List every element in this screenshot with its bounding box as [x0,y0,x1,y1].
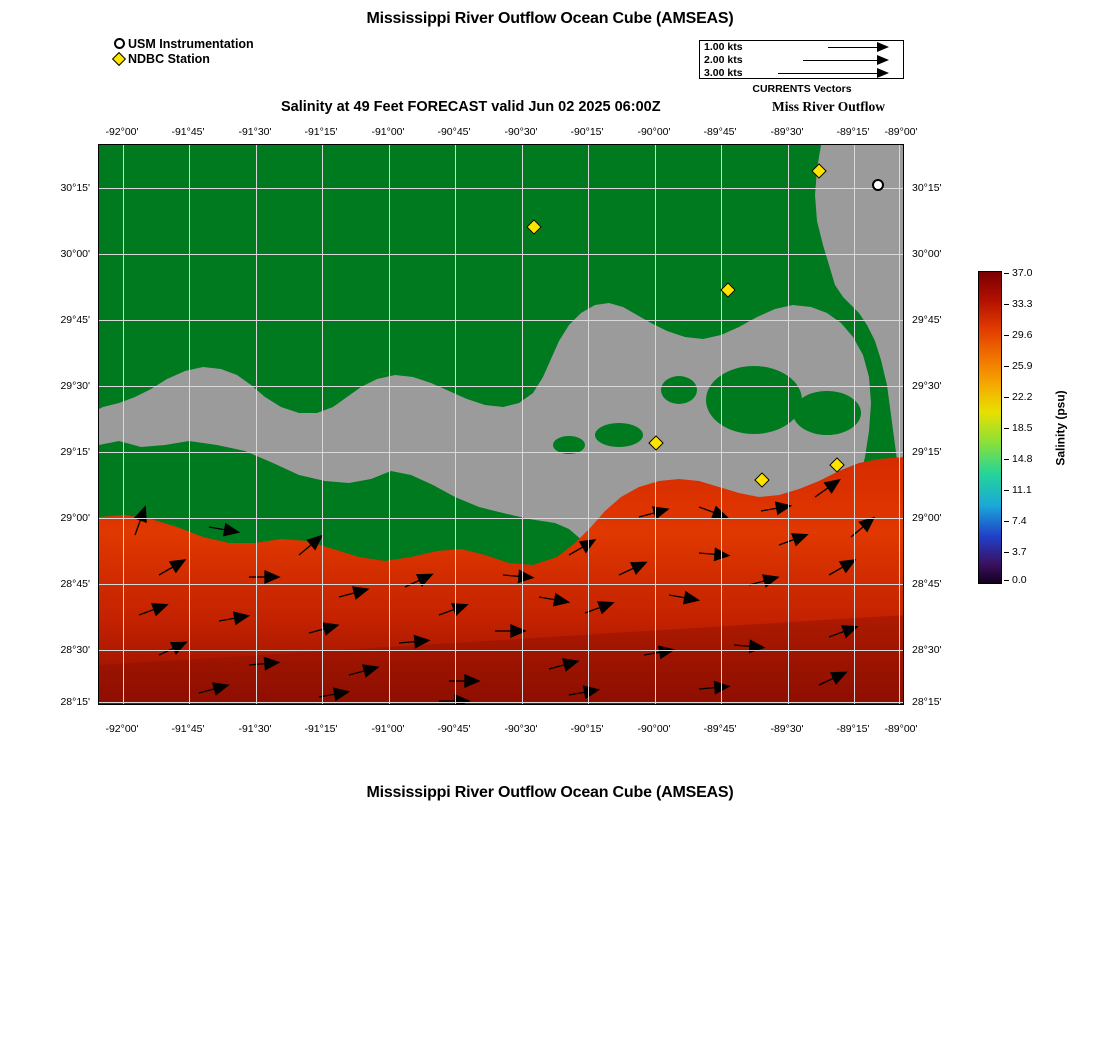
x-tick-top: -89°00' [884,126,918,138]
colorbar-title-text: Salinity (psu) [1054,389,1068,466]
gridline-v [788,145,789,704]
y-tick-left: 29°30' [60,380,90,392]
y-tick-right: 28°15' [912,696,942,708]
x-tick-bottom: -89°00' [884,723,918,735]
gridline-v [854,145,855,704]
colorbar-tick: 14.8 [1012,453,1033,465]
y-tick-left: 29°45' [60,314,90,326]
gridline-h [99,702,903,703]
vector-arrow-3-icon [877,68,889,78]
gridline-v [256,145,257,704]
x-tick-bottom: -91°45' [171,723,205,735]
y-tick-left: 28°30' [60,644,90,656]
vector-key-label-3: 3.00 kts [704,67,743,79]
map-graphics [99,145,904,705]
gridline-h [99,452,903,453]
vector-key-row-1 [700,41,903,54]
y-tick-right: 30°15' [912,182,942,194]
x-tick-top: -91°30' [238,126,272,138]
gridline-v [655,145,656,704]
map-canvas[interactable] [98,144,904,705]
y-tick-right: 29°00' [912,512,942,524]
x-tick-top: -89°30' [770,126,804,138]
x-tick-top: -91°15' [304,126,338,138]
colorbar-tick: 11.1 [1012,484,1032,496]
x-tick-bottom: -89°45' [703,723,737,735]
legend-label-ndbc: NDBC Station [128,51,210,66]
x-tick-bottom: -90°15' [570,723,604,735]
panel-label: Miss River Outflow [772,99,885,114]
x-tick-bottom: -90°45' [437,723,471,735]
gridline-h [99,320,903,321]
colorbar-title [1053,271,1069,584]
colorbar-tick: 33.3 [1012,298,1033,310]
station-marker-usm[interactable] [872,179,884,191]
map-subtitle: Salinity at 49 Feet FORECAST valid Jun 02 2025 06:00Z [281,99,661,115]
vector-bar-1 [828,47,878,48]
colorbar-tick: 25.9 [1012,360,1033,372]
colorbar-tick: 7.4 [1012,515,1027,527]
gridline-h [99,650,903,651]
x-tick-top: -92°00' [105,126,139,138]
gridline-h [99,188,903,189]
vector-scale-key [699,40,904,79]
colorbar-tick: 18.5 [1012,422,1033,434]
x-tick-bottom: -92°00' [105,723,139,735]
x-tick-bottom: -89°30' [770,723,804,735]
x-tick-bottom: -91°30' [238,723,272,735]
y-tick-right: 29°45' [912,314,942,326]
vector-key-row-2 [700,54,903,67]
y-tick-left: 29°00' [60,512,90,524]
colorbar-ticks [1006,267,1052,586]
y-tick-left: 28°45' [60,578,90,590]
legend-label-usm: USM Instrumentation [128,36,254,51]
page-title: Mississippi River Outflow Ocean Cube (AMSEAS) [366,10,734,27]
y-tick-right: 29°30' [912,380,942,392]
x-tick-top: -90°45' [437,126,471,138]
colorbar-tick: 0.0 [1012,574,1027,586]
vector-key-label-1: 1.00 kts [704,41,743,53]
x-tick-top: -91°00' [371,126,405,138]
y-tick-left: 28°15' [60,696,90,708]
vector-arrow-1-icon [877,42,889,52]
station-legend [110,36,254,66]
colorbar-tick: 3.7 [1012,546,1027,558]
gridline-v [721,145,722,704]
vector-key-row-3 [700,67,903,80]
gridline-v [189,145,190,704]
vector-bar-3 [778,73,878,74]
vector-arrow-2-icon [877,55,889,65]
colorbar-tick: 22.2 [1012,391,1033,403]
page-title-bottom: Mississippi River Outflow Ocean Cube (AMSEAS) [366,784,734,801]
x-tick-top: -90°15' [570,126,604,138]
legend-item-usm [110,36,254,51]
gridline-h [99,386,903,387]
y-tick-right: 28°30' [912,644,942,656]
y-tick-right: 30°00' [912,248,942,260]
colorbar-tick: 29.6 [1012,329,1033,341]
y-tick-right: 29°15' [912,446,942,458]
x-tick-bottom: -90°00' [637,723,671,735]
x-tick-top: -90°30' [504,126,538,138]
x-tick-top: -89°15' [836,126,870,138]
y-tick-left: 29°15' [60,446,90,458]
y-tick-left: 30°15' [60,182,90,194]
x-tick-top: -89°45' [703,126,737,138]
gridline-v [588,145,589,704]
gridline-h [99,254,903,255]
x-tick-bottom: -90°30' [504,723,538,735]
x-tick-bottom: -91°15' [304,723,338,735]
vector-key-label-2: 2.00 kts [704,54,743,66]
vector-key-caption: CURRENTS Vectors [752,83,852,95]
gridline-v [123,145,124,704]
x-tick-bottom: -89°15' [836,723,870,735]
y-tick-right: 28°45' [912,578,942,590]
y-tick-left: 30°00' [60,248,90,260]
x-tick-top: -91°45' [171,126,205,138]
colorbar [978,271,1002,584]
vector-bar-2 [803,60,878,61]
gridline-v [389,145,390,704]
legend-item-ndbc [110,51,254,66]
gridline-h [99,518,903,519]
x-tick-bottom: -91°00' [371,723,405,735]
gridline-v [322,145,323,704]
gridline-h [99,584,903,585]
circle-open-icon [110,38,128,49]
gridline-v [522,145,523,704]
x-tick-top: -90°00' [637,126,671,138]
diamond-yellow-icon [110,54,128,64]
colorbar-tick: 37.0 [1012,267,1033,279]
gridline-v [455,145,456,704]
gridline-v [899,145,900,704]
